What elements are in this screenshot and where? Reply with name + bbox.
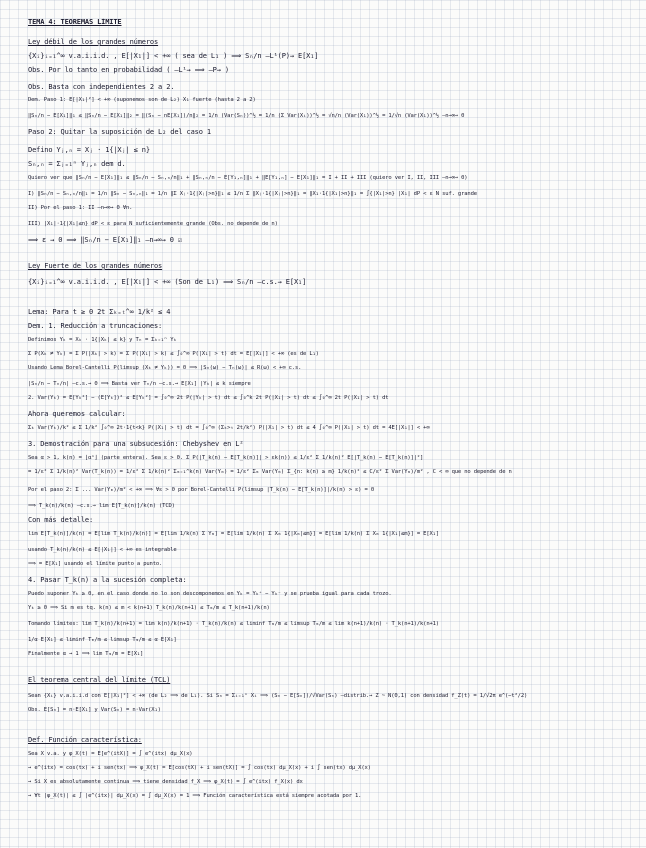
handwritten-line: Ahora queremos calcular: (28, 410, 126, 418)
handwritten-line: {Xᵢ}ᵢ₌₁^∞ v.a.i.i.d. , E[|X₁|] < +∞ ( sea de L₁ ) ⟹ Sₙ/n —L¹(P)→ E[X₁] (28, 52, 319, 60)
handwritten-line: Definimos Yₖ = Xₖ · 1{|Xₖ| ≤ k} y Tₙ = Σₖ₌₁ⁿ Yₖ (28, 337, 177, 343)
handwritten-line: Lema: Para t ≥ 0 2t Σₖ₌ₜ^∞ 1/k² ≤ 4 (28, 308, 171, 316)
handwritten-line: ⟹ ε → 0 ⟹ ‖Sₙ/n − E[X₁]‖₁ —n→∞→ 0 ☑ (28, 236, 182, 244)
handwritten-line: Finalmente α → 1 ⟹ lim Tₘ/m = E[X₁] (28, 651, 144, 657)
handwritten-line: 4. Pasar T_k(n) a la sucesión completa: (28, 576, 187, 584)
handwritten-line: Obs. Por lo tanto en probabilidad ( —L¹→ ⟹ —P→ ) (28, 66, 229, 74)
handwritten-line: Por el paso 2: Σ ... Var(Yₘ)/m² < +∞ ⟹ ∀ε > 0 por Borel-Cantelli P(limsup |T_k(n) − E[T_k(n)]|/k(n) > ε) = 0 (28, 487, 374, 493)
handwritten-line: Obs. E[Sₙ] = n·E[X₁] y Var(Sₙ) = n·Var(X₁) (28, 707, 161, 713)
handwritten-line: Σₖ Var(Yₖ)/k² ≤ Σ 1/k² ∫₀^∞ 2t·1{t<k} P(|X₁| > t) dt = ∫₀^∞ (Σₖ>ₜ 2t/k²) P(|X₁| > t) dt ≤ 4 ∫₀^∞ P(|X₁| > t) dt = 4E[|X₁|] < +∞ (28, 425, 430, 431)
handwritten-line: Defino Yⱼ,ₙ = Xⱼ · 1{|Xⱼ| ≤ n} (28, 146, 150, 154)
handwritten-line: Ley Fuerte de los grandes números (28, 262, 163, 270)
handwritten-line: III) |X₁|·1{|X₁|≤n} dP < ε para N suficientemente grande (Obs. no depende de n) (28, 221, 278, 227)
handwritten-line: ⟹ T_k(n)/k(n) —c.s.→ lim E[T_k(n)]/k(n) (TCD) (28, 503, 175, 509)
handwritten-line: Dem. 1. Reducción a truncaciones: (28, 322, 163, 330)
handwritten-line: 1/α E[X₁] ≤ liminf Tₘ/m ≤ limsup Tₘ/m ≤ α E[X₁] (28, 637, 177, 643)
handwritten-line: Def. Función característica: (28, 736, 142, 744)
handwritten-line: I) ‖Sₙ/n − Sₙ,ₙ/n‖₁ = 1/n ‖Sₙ − Sₙ,ₙ‖₁ = 1/n ‖Σ Xⱼ·1{|Xⱼ|>n}‖₁ ≤ 1/n Σ ‖Xⱼ·1{|Xⱼ|>n}‖₁ = ‖X₁·1{|X₁|>n}‖₁ = ∫{|X₁|>n} |X₁| dP < ε N suf. grande (28, 191, 477, 197)
handwritten-line: → Si X es absolutamente continua ⟹ tiene densidad f_X ⟹ φ_X(t) = ∫ e^(itx) f_X(x) dx (28, 779, 303, 785)
handwritten-line: 3. Demostración para una subsucesión: Chebyshev en L² (28, 440, 244, 448)
handwritten-line: = 1/ε² Σ 1/k(n)² Var(T_k(n)) = 1/ε² Σ 1/k(n)² Σₘ₌₁^k(n) Var(Yₘ) = 1/ε² Σₘ Var(Yₘ) Σ_{n: k(n) ≥ m} 1/k(n)² ≤ C/ε² Σ Var(Yₘ)/m² , C < ∞ que no depende de n (28, 469, 512, 475)
handwritten-line: Dem. Paso 1: E[|X₁|²] < +∞ (suponemos son de L₂) X₁ fuerte (hasta 2 a 2) (28, 97, 256, 103)
handwritten-line: → ∀t |φ_X(t)| ≤ ∫ |e^(itx)| dμ_X(x) = ∫ dμ_X(x) = 1 ⟹ Función característica está siempre acotada por 1. (28, 793, 362, 799)
handwritten-line: Obs. Basta con independientes 2 a 2. (28, 83, 175, 91)
handwritten-line: El teorema central del límite (TCL) (28, 676, 171, 684)
handwritten-line: Paso 2: Quitar la suposición de L₂ del caso 1 (28, 128, 211, 136)
handwritten-line: 2. Var(Yₖ) = E[Yₖ²] − (E[Yₖ])² ≤ E[Yₖ²] = ∫₀^∞ 2t P(|Yₖ| > t) dt ≤ ∫₀^k 2t P(|X₁| > t) dt ≤ ∫₀^∞ 2t P(|X₁| > t) dt (28, 395, 389, 401)
handwritten-line: Tomando límites: lim T_k(n)/k(n+1) = lim k(n)/k(n+1) · T_k(n)/k(n) ≤ liminf Tₘ/m ≤ limsup Tₘ/m ≤ lim k(n+1)/k(n) · T_k(n+1)/k(n+1) (28, 621, 439, 627)
handwritten-line: Quiero ver que ‖Sₙ/n − E[X₁]‖₁ ≤ ‖Sₙ/n − Sₙ,ₙ/n‖₁ + ‖Sₙ,ₙ/n − E[Y₁,ₙ]‖₁ + ‖E[Y₁,ₙ] − E[X₁]‖₁ = I + II + III (quiero ver I, II, III —n→∞→ 0) (28, 175, 468, 181)
handwritten-line: → e^(itx) = cos(tx) + i sen(tx) ⟹ φ_X(t) = E[cos(tX) + i sen(tX)] = ∫ cos(tx) dμ_X(x) + i ∫ sen(tx) dμ_X(x) (28, 765, 371, 771)
handwritten-line: Ley débil de los grandes números (28, 38, 159, 46)
handwritten-line: Puedo suponer Yₖ ≥ 0, en el caso donde no lo son descomponemos en Yₖ = Yₖ⁺ − Yₖ⁻ y se prueba igual para cada trozo. (28, 591, 392, 597)
handwritten-line: Sea α > 1, k(n) = ⌊αⁿ⌋ (parte entera). Sea ε > 0. Σ P(|T_k(n) − E[T_k(n)]| > εk(n)) ≤ 1/ε² Σ 1/k(n)² E[|T_k(n) − E[T_k(n)]|²] (28, 455, 424, 461)
handwritten-line: lim E[T_k(n)]/k(n) = E[lim T_k(n)/k(n)] = E[lim 1/k(n) Σ Yₘ] = E[lim 1/k(n) Σ Xₘ 1{|Xₘ|≤m}] = E[lim 1/k(n) Σ Xₘ 1{|X₁|≤m}] = E[X₁] (28, 531, 439, 537)
handwritten-line: II) Por el paso 1: II —n→∞→ 0 ∀n. (28, 205, 133, 211)
handwritten-line: usando T_k(n)/k(n) ≤ E[|X₁|] < +∞ es integrable (28, 547, 177, 553)
handwritten-line: TEMA 4: TEOREMAS LÍMITE (28, 18, 122, 26)
handwritten-line: Con más detalle: (28, 516, 94, 524)
handwritten-line: Sea X v.a. y φ_X(t) = E[e^(itX)] = ∫ e^(itx) dμ_X(x) (28, 751, 193, 757)
handwritten-line: {Xᵢ}ᵢ₌₁^∞ v.a.i.i.d. , E[|X₁|] < +∞ (Son de L₁) ⟹ Sₙ/n —c.s.→ E[X₁] (28, 278, 307, 286)
handwritten-line: |Sₙ/n − Tₙ/n| —c.s.→ 0 ⟹ Basta ver Tₙ/n —c.s.→ E[X₁] |Yₖ| ≤ k siempre (28, 381, 251, 387)
handwritten-line: Sean {Xᵢ} v.a.i.i.d con E[|X₁|²] < +∞ (de L₂ ⟹ de L₁). Si Sₙ = Σᵢ₌₁ⁿ Xᵢ ⟹ (Sₙ − E[Sₙ])/√Var(Sₙ) —distrib.→ Z ~ N(0,1) con densidad f_Z(t) = 1/√2π e^(−t²/2) (28, 693, 528, 699)
handwritten-line: ‖Sₙ/n − E[X₁]‖₁ ≤ ‖Sₙ/n − E[X₁]‖₂ = ‖(Sₙ − nE[X₁])/n‖₂ = 1/n (Var(Sₙ))^½ = 1/n (Σ Var(Xᵢ))^½ = √n/n (Var(X₁))^½ = 1/√n (Var(X₁))^½ —n→∞→ 0 (28, 113, 465, 119)
handwritten-line: Σ P(Xₖ ≠ Yₖ) = Σ P(|Xₖ| > k) = Σ P(|X₁| > k) ≤ ∫₀^∞ P(|X₁| > t) dt = E[|X₁|] < +∞ (es de L₁) (28, 351, 319, 357)
handwritten-line: Usando Lema Borel-Cantelli P(limsup (Xₖ ≠ Yₖ)) = 0 ⟹ |Sₙ(ω) − Tₙ(ω)| ≤ R(ω) < +∞ c.s. (28, 365, 302, 371)
handwritten-line: ⟹ = E[X₁] usando el límite punto a punto. (28, 561, 163, 567)
handwritten-line: Yₖ ≥ 0 ⟹ Si m es tq. k(n) ≤ m < k(n+1) T_k(n)/k(n+1) ≤ Tₘ/m ≤ T_k(n+1)/k(n) (28, 605, 270, 611)
handwritten-line: Sₙ,ₙ = Σⱼ₌₁ⁿ Yⱼ,ₙ dem d. (28, 160, 126, 168)
